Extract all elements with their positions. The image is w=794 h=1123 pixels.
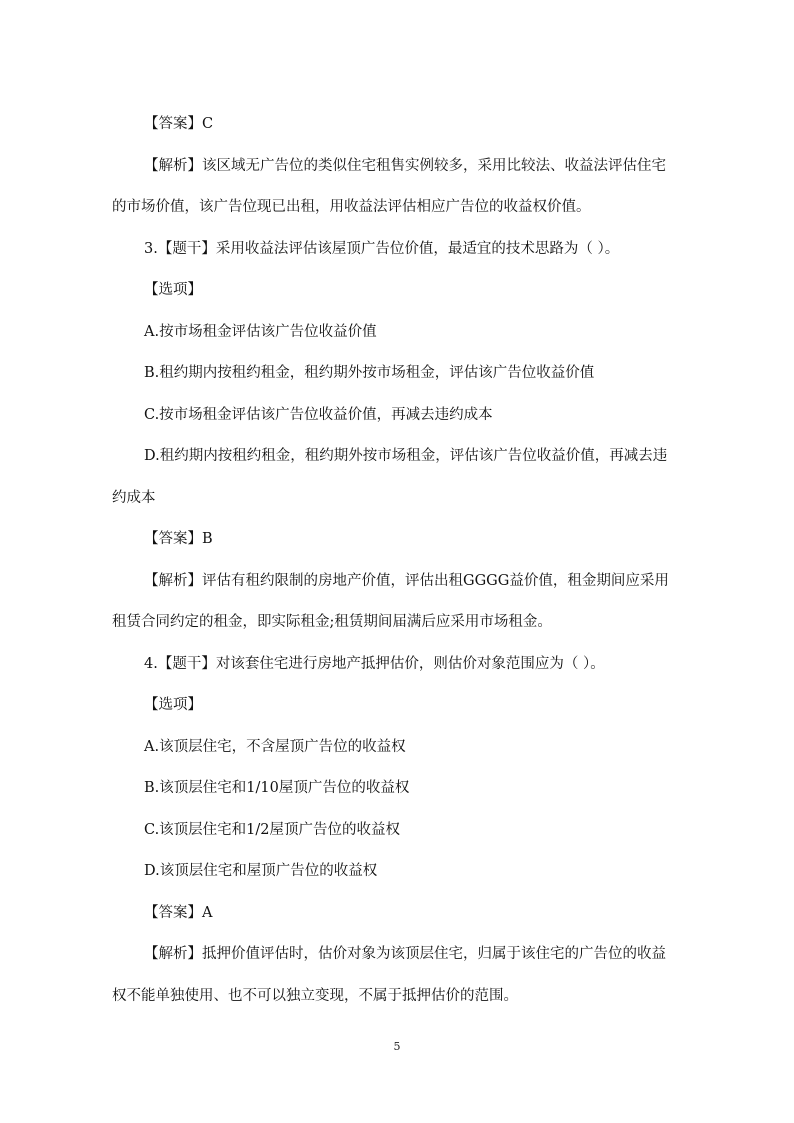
analysis-3: 【解析】评估有租约限制的房地产价值，评估出租GGGG益价值，租金期间应采用租赁合同约定的租金，即实际租金;租赁期间届满后应采用市场租金。	[112, 572, 669, 630]
question-4-option-d: D.该顶层住宅和屋顶广告位的收益权	[144, 863, 378, 879]
answer-2: 【答案】C	[144, 116, 214, 132]
analysis-2: 【解析】该区域无广告位的类似住宅租售实例较多，采用比较法、收益法评估住宅的市场价值，该广告位现已出租，用收益法评估相应广告位的收益权价值。	[112, 157, 666, 215]
question-3-option-c: C.按市场租金评估该广告位收益价值，再减去违约成本	[144, 406, 493, 423]
question-4-option-b: B.该顶层住宅和1/10屋顶广告位的收益权	[144, 780, 410, 796]
analysis-4: 【解析】抵押价值评估时，估价对象为该顶层住宅，归属于该住宅的广告位的收益权不能单独使用、也不可以独立变现，不属于抵押估价的范围。	[112, 946, 666, 1004]
question-3-stem: 3.【题干】采用收益法评估该屋顶广告位价值，最适宜的技术思路为（ ）。	[144, 240, 620, 257]
page-number: 5	[393, 1040, 401, 1053]
question-3-option-a: A.按市场租金评估该广告位收益价值	[144, 323, 377, 340]
answer-4: 【答案】A	[144, 904, 213, 921]
question-4-options-heading: 【选项】	[144, 697, 202, 713]
page-content	[112, 104, 672, 1017]
question-4-option-c: C.该顶层住宅和1/2屋顶广告位的收益权	[144, 821, 401, 838]
question-3-options-heading: 【选项】	[144, 282, 202, 298]
question-4-option-a: A.该顶层住宅，不含屋顶广告位的收益权	[144, 738, 406, 755]
question-3-option-b: B.租约期内按租约租金，租约期外按市场租金，评估该广告位收益价值	[144, 365, 595, 381]
question-4-stem: 4.【题干】对该套住宅进行房地产抵押估价，则估价对象范围应为（ ）。	[144, 655, 605, 672]
question-3-option-d: D.租约期内按租约租金，租约期外按市场租金，评估该广告位收益价值，再减去违约成本	[112, 448, 668, 506]
answer-3: 【答案】B	[144, 531, 213, 547]
